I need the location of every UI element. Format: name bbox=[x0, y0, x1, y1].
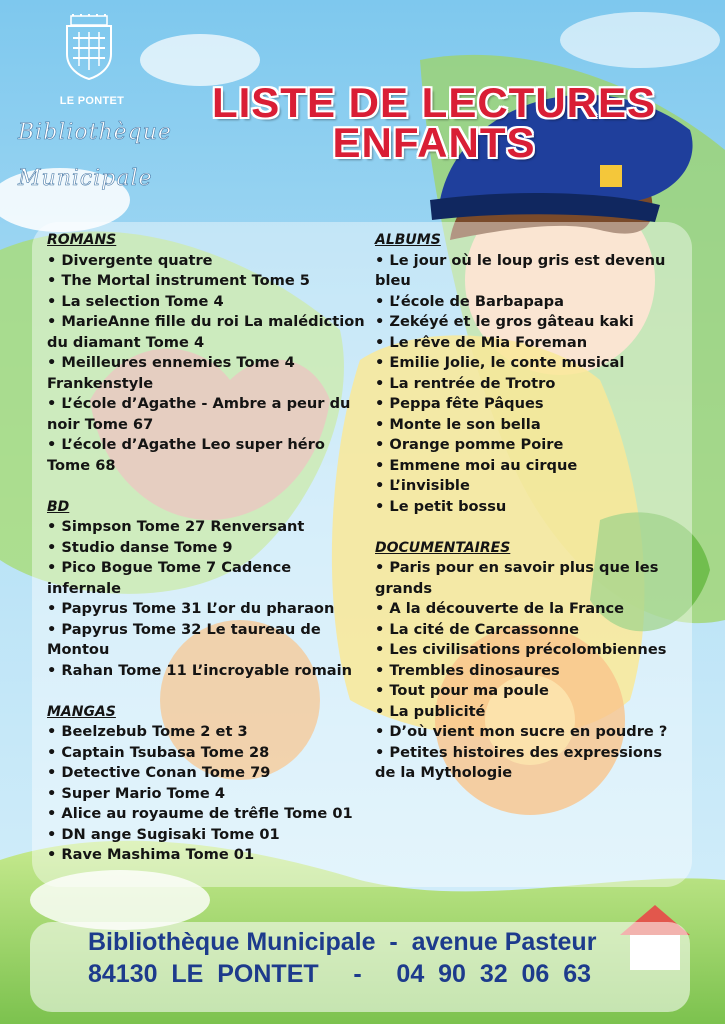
town-name: LE PONTET bbox=[59, 95, 125, 107]
list-item: • Monte le son bella bbox=[375, 415, 541, 433]
section-heading: BD bbox=[47, 498, 70, 515]
section-heading: ALBUMS bbox=[375, 232, 441, 248]
list-item: • Emilie Jolie, le conte musical bbox=[375, 354, 625, 371]
list-item: • Tout pour ma poule bbox=[375, 682, 549, 699]
section-heading: ROMANS bbox=[47, 232, 117, 248]
list-item: • Super Mario Tome 4 bbox=[47, 784, 225, 802]
list-item: • A la découverte de la France bbox=[375, 600, 625, 617]
list-item: • Rave Mashima Tome 01 bbox=[47, 846, 255, 863]
section-mangas bbox=[47, 702, 369, 866]
list-item: • L’école d’Agathe Leo super héro Tome 68 bbox=[47, 436, 325, 474]
list-item: • Alice au royaume de trêfle Tome 01 bbox=[47, 805, 353, 822]
town-crest-logo bbox=[63, 14, 115, 80]
list-item: • L’invisible bbox=[375, 477, 470, 494]
list-item: • Le jour où le loup gris est devenu bleu bbox=[375, 251, 666, 289]
list-item: • DN ange Sugisaki Tome 01 bbox=[47, 825, 280, 843]
list-item: • The Mortal instrument Tome 5 bbox=[47, 272, 310, 289]
list-item: • Studio danse Tome 9 bbox=[47, 538, 233, 556]
list-item: • La cité de Carcassonne bbox=[375, 620, 579, 638]
list-item: • Paris pour en savoir plus que les grands bbox=[375, 559, 659, 597]
list-item: • Simpson Tome 27 Renversant bbox=[47, 518, 305, 535]
list-item: • Le rêve de Mia Foreman bbox=[375, 333, 588, 351]
list-item: • Divergente quatre bbox=[47, 251, 213, 269]
list-item: • Beelzebub Tome 2 et 3 bbox=[47, 723, 248, 740]
library-script-line1: Bibliothèque bbox=[18, 120, 172, 145]
list-item: • La publicité bbox=[375, 702, 486, 720]
library-script-line2: Municipale bbox=[18, 166, 153, 191]
list-item: • Rahan Tome 11 L’incroyable romain bbox=[47, 661, 353, 679]
list-item: • Le petit bossu bbox=[375, 497, 507, 515]
list-item: • MarieAnne fille du roi La malédiction du diamant Tome 4 bbox=[47, 313, 365, 351]
footer-phone: 84130 LE PONTET - 04 90 32 06 63 bbox=[88, 960, 592, 988]
list-item: • Papyrus Tome 32 Le taureau de Montou bbox=[47, 620, 321, 658]
left-column bbox=[47, 230, 369, 866]
list-item: • Trembles dinosaures bbox=[375, 661, 560, 679]
list-item: • L’école de Barbapapa bbox=[375, 292, 564, 310]
page-title-line1: LISTE DE LECTURES bbox=[211, 79, 657, 126]
section-bd bbox=[47, 497, 369, 682]
right-column bbox=[375, 230, 687, 784]
list-item: • Zekéyé et le gros gâteau kaki bbox=[375, 313, 634, 330]
list-item: • D’où vient mon sucre en poudre ? bbox=[375, 723, 668, 740]
section-albums bbox=[375, 230, 687, 517]
list-item: • Peppa fête Pâques bbox=[375, 395, 544, 412]
section-heading: MANGAS bbox=[47, 703, 116, 720]
footer-address: Bibliothèque Municipale - avenue Pasteur bbox=[88, 928, 597, 956]
list-item: • Orange pomme Poire bbox=[375, 436, 564, 453]
list-item: • Captain Tsubasa Tome 28 bbox=[47, 743, 270, 761]
list-item: • Detective Conan Tome 79 bbox=[47, 764, 271, 781]
list-item: • La selection Tome 4 bbox=[47, 292, 224, 310]
section-documentaires bbox=[375, 538, 687, 784]
section-romans bbox=[47, 230, 369, 476]
list-item: • La rentrée de Trotro bbox=[375, 374, 556, 392]
list-item: • Meilleures ennemies Tome 4 Frankenstyle bbox=[47, 354, 295, 392]
list-item: • Papyrus Tome 31 L’or du pharaon bbox=[47, 600, 335, 617]
page-title-line2: ENFANTS bbox=[332, 119, 536, 166]
list-item: • Pico Bogue Tome 7 Cadence infernale bbox=[47, 559, 292, 597]
list-item: • Petites histoires des expressions de la Mythologie bbox=[375, 743, 663, 781]
section-heading: DOCUMENTAIRES bbox=[375, 539, 511, 556]
list-item: • L’école d’Agathe - Ambre a peur du noir Tome 67 bbox=[47, 395, 351, 433]
list-item: • Les civilisations précolombiennes bbox=[375, 641, 667, 658]
list-item: • Emmene moi au cirque bbox=[375, 456, 578, 474]
